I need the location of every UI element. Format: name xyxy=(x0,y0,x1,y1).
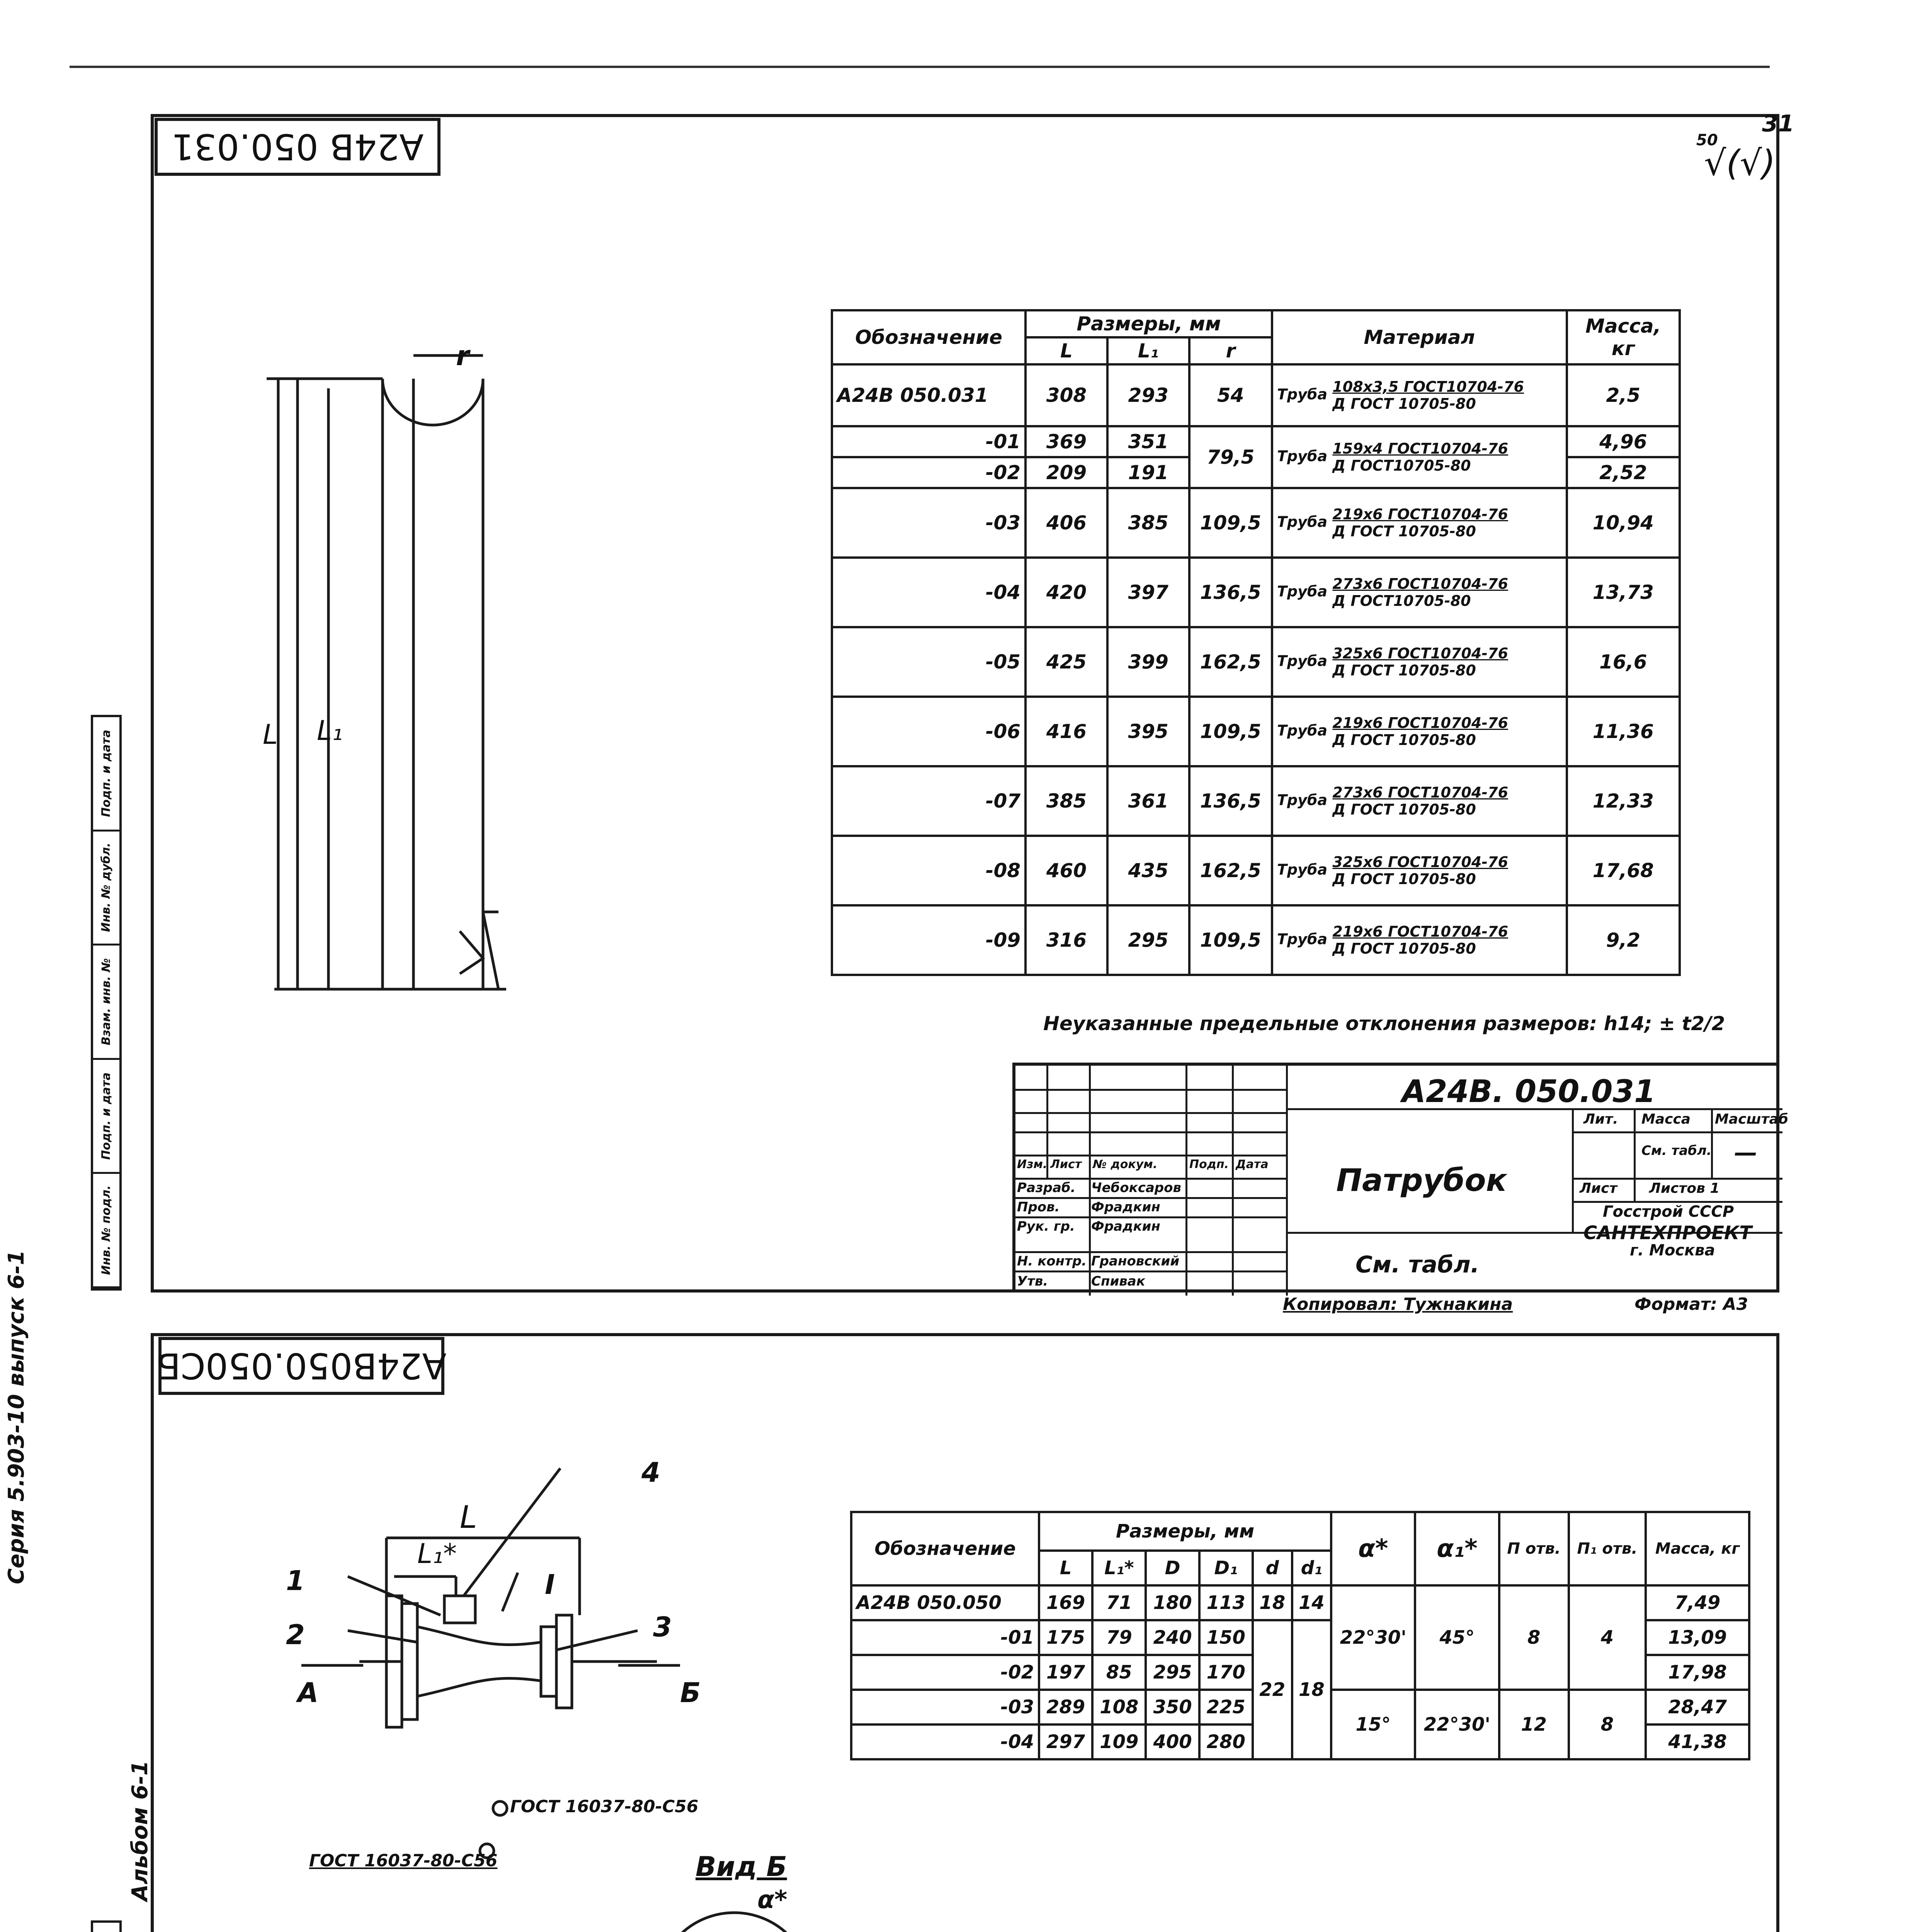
row9-mass: 9,2 xyxy=(1567,905,1680,975)
tb1-code: А24В. 050.031 xyxy=(1402,1073,1656,1109)
sheet2-spec-table xyxy=(850,1511,1750,1760)
sheet1-format: Формат: А3 xyxy=(1634,1294,1748,1314)
tb1-masshtab: Масштаб xyxy=(1715,1111,1788,1127)
row9-des: -09 xyxy=(832,905,1026,975)
row1-L: 369 xyxy=(1026,426,1107,457)
row3-mat: Труба 219х6 ГОСТ10704-76 Д ГОСТ 10705-80 xyxy=(1272,488,1567,558)
tb1-p0-role: Разраб. xyxy=(1017,1180,1076,1196)
t2-r2-mass: 17,98 xyxy=(1646,1655,1749,1690)
sheet2-label-4: 4 xyxy=(641,1457,660,1488)
row0-L1: 293 xyxy=(1107,364,1189,426)
row1-L1: 351 xyxy=(1107,426,1189,457)
row4-des: -04 xyxy=(832,558,1026,627)
row4-L: 420 xyxy=(1026,558,1107,627)
sheet1-pipe-drawing xyxy=(251,332,568,1020)
row9-mat: Труба 219х6 ГОСТ10704-76 Д ГОСТ 10705-80 xyxy=(1272,905,1567,975)
sheet1-rotated-code: А24В 050.031 xyxy=(155,118,440,176)
t2-r4-D: 400 xyxy=(1146,1725,1199,1759)
tb1-listov: Листов 1 xyxy=(1649,1180,1720,1196)
row4-mat: Труба 273х6 ГОСТ10704-76 Д ГОСТ10705-80 xyxy=(1272,558,1567,627)
row3-r: 109,5 xyxy=(1189,488,1272,558)
tb1-p1-role: Пров. xyxy=(1017,1199,1060,1215)
t2-r3-mass: 28,47 xyxy=(1646,1690,1749,1725)
row2-des: -02 xyxy=(832,457,1026,488)
tb1-scale-val: — xyxy=(1734,1139,1757,1166)
row8-mass: 17,68 xyxy=(1567,836,1680,905)
row0-L: 308 xyxy=(1026,364,1107,426)
t2-th-n: П отв. xyxy=(1499,1512,1569,1585)
t2-th-D1: D₁ xyxy=(1199,1551,1253,1585)
row5-des: -05 xyxy=(832,627,1026,697)
t2-th-D: D xyxy=(1146,1551,1199,1585)
tb1-role-doc: № докум. xyxy=(1093,1158,1158,1171)
t2-r1-a: 22°30' xyxy=(1331,1585,1415,1690)
sheet1-label-L: L xyxy=(263,719,278,750)
sheet2-label-1: 1 xyxy=(286,1565,305,1597)
t2-th-n1: П₁ отв. xyxy=(1569,1512,1646,1585)
row4-mass: 13,73 xyxy=(1567,558,1680,627)
row8-L1: 435 xyxy=(1107,836,1189,905)
sheet2-label-A: А xyxy=(298,1677,319,1709)
t2-th-sizes: Размеры, мм xyxy=(1039,1512,1331,1551)
row7-mat: Труба 273х6 ГОСТ10704-76 Д ГОСТ 10705-80 xyxy=(1272,766,1567,836)
row9-L: 316 xyxy=(1026,905,1107,975)
t2-r1-L1: 79 xyxy=(1092,1620,1146,1655)
t2-r0-d1: 14 xyxy=(1292,1585,1332,1620)
row9-r: 109,5 xyxy=(1189,905,1272,975)
t2-th-mass: Масса, кг xyxy=(1646,1512,1749,1585)
view-b-drawing xyxy=(638,1893,831,1932)
t2-r4-mass: 41,38 xyxy=(1646,1725,1749,1759)
t2-th-L: L xyxy=(1039,1551,1092,1585)
tb1-p4-name: Спивак xyxy=(1091,1274,1145,1289)
th-L: L xyxy=(1026,337,1107,364)
row8-L: 460 xyxy=(1026,836,1107,905)
sheet2-label-2: 2 xyxy=(286,1619,305,1651)
row2-mass: 2,52 xyxy=(1567,457,1680,488)
t2-r2-des: -02 xyxy=(851,1655,1039,1690)
view-b-title: Вид Б xyxy=(696,1851,787,1883)
view-b-alpha: α* xyxy=(757,1886,787,1914)
th-mass: Масса, кг xyxy=(1567,310,1680,364)
t2-th-d1: d₁ xyxy=(1292,1551,1332,1585)
row9-L1: 295 xyxy=(1107,905,1189,975)
t2-r1-D: 240 xyxy=(1146,1620,1199,1655)
tb1-list: Лист xyxy=(1580,1180,1617,1196)
t2-r0-D1: 113 xyxy=(1199,1585,1253,1620)
row8-r: 162,5 xyxy=(1189,836,1272,905)
row2-L: 209 xyxy=(1026,457,1107,488)
t2-r0-D: 180 xyxy=(1146,1585,1199,1620)
row7-L1: 361 xyxy=(1107,766,1189,836)
row3-L: 406 xyxy=(1026,488,1107,558)
row5-mass: 16,6 xyxy=(1567,627,1680,697)
t2-r0-d: 18 xyxy=(1253,1585,1292,1620)
row7-r: 136,5 xyxy=(1189,766,1272,836)
sheet2-label-L1: L₁* xyxy=(417,1538,457,1570)
tb1-massa-val: См. табл. xyxy=(1641,1143,1712,1158)
row0-r: 54 xyxy=(1189,364,1272,426)
t2-r3-L1: 108 xyxy=(1092,1690,1146,1725)
row7-des: -07 xyxy=(832,766,1026,836)
sheet1-spec-table xyxy=(831,309,1681,976)
tb1-role-izm: Изм. xyxy=(1017,1158,1048,1171)
sheet2-side-strip xyxy=(91,1920,122,1932)
sheet1-side-strip: Подп. и дата Инв. № дубл. Взам. инв. № Подп. и дата Инв. № подл. xyxy=(91,715,122,1291)
tb1-org2: САНТЕХПРОЕКТ xyxy=(1583,1222,1752,1244)
t2-r1-L: 175 xyxy=(1039,1620,1092,1655)
tb1-org1: Госстрой СССР xyxy=(1603,1203,1734,1221)
tb1-name: Патрубок xyxy=(1336,1162,1507,1198)
t2-r3-a: 15° xyxy=(1331,1690,1415,1759)
tb1-org3: г. Москва xyxy=(1630,1242,1715,1259)
row5-L1: 399 xyxy=(1107,627,1189,697)
t2-r4-L1: 109 xyxy=(1092,1725,1146,1759)
tb1-p1-name: Фрадкин xyxy=(1091,1199,1160,1215)
sheet2-gost-a: ГОСТ 16037-80-С56 xyxy=(510,1797,699,1816)
sheet2-rotated-code: А24В050.050СБ xyxy=(158,1337,444,1395)
sheet1-title-block xyxy=(1012,1063,1788,1293)
row5-L: 425 xyxy=(1026,627,1107,697)
row0-des: А24В 050.031 xyxy=(832,364,1026,426)
page-number: 31 xyxy=(1762,110,1794,137)
row6-mass: 11,36 xyxy=(1567,697,1680,766)
tb1-role-data: Дата xyxy=(1236,1158,1269,1171)
tb1-p0-name: Чебоксаров xyxy=(1091,1180,1182,1196)
roughness-value: 50 xyxy=(1696,131,1718,149)
row2-L1: 191 xyxy=(1107,457,1189,488)
series-label: Серия 5.903-10 выпуск 6-1 xyxy=(4,1250,29,1584)
row1-mass: 4,96 xyxy=(1567,426,1680,457)
t2-r0-L1: 71 xyxy=(1092,1585,1146,1620)
sheet1-label-L1: L₁ xyxy=(317,715,343,747)
th-sizes: Размеры, мм xyxy=(1026,310,1272,337)
tb1-p4-role: Утв. xyxy=(1017,1274,1048,1289)
t2-r0-des: А24В 050.050 xyxy=(851,1585,1039,1620)
row8-mat: Труба 325х6 ГОСТ10704-76 Д ГОСТ 10705-80 xyxy=(1272,836,1567,905)
t2-r4-D1: 280 xyxy=(1199,1725,1253,1759)
row6-des: -06 xyxy=(832,697,1026,766)
sheet2-assembly-drawing xyxy=(270,1449,773,1893)
t2-th-alpha: α* xyxy=(1331,1512,1415,1585)
row1-r: 79,5 xyxy=(1189,426,1272,488)
th-L1: L₁ xyxy=(1107,337,1189,364)
t2-r1-mass: 13,09 xyxy=(1646,1620,1749,1655)
tb1-lit: Лит. xyxy=(1583,1111,1618,1127)
tb1-role-list: Лист xyxy=(1050,1158,1082,1171)
row3-mass: 10,94 xyxy=(1567,488,1680,558)
roughness-symbol: √(√) xyxy=(1704,143,1776,184)
t2-r3-L: 289 xyxy=(1039,1690,1092,1725)
row6-r: 109,5 xyxy=(1189,697,1272,766)
row6-mat: Труба 219х6 ГОСТ10704-76 Д ГОСТ 10705-80 xyxy=(1272,697,1567,766)
row4-r: 136,5 xyxy=(1189,558,1272,627)
t2-th-alpha1: α₁* xyxy=(1415,1512,1499,1585)
t2-th-designation: Обозначение xyxy=(851,1512,1039,1585)
t2-r2-L: 197 xyxy=(1039,1655,1092,1690)
th-designation: Обозначение xyxy=(832,310,1026,364)
row7-mass: 12,33 xyxy=(1567,766,1680,836)
t2-r1-a1: 45° xyxy=(1415,1585,1499,1690)
t2-th-d: d xyxy=(1253,1551,1292,1585)
row6-L1: 395 xyxy=(1107,697,1189,766)
row0-mat: Труба 108х3,5 ГОСТ10704-76 Д ГОСТ 10705-80 xyxy=(1272,364,1567,426)
t2-r3-des: -03 xyxy=(851,1690,1039,1725)
t2-th-L1: L₁* xyxy=(1092,1551,1146,1585)
sheet2-label-I: I xyxy=(545,1569,555,1600)
sheet2-label-3: 3 xyxy=(653,1611,672,1643)
sheet2-label-L: L xyxy=(460,1499,477,1535)
sheet1-tolerance-note: Неуказанные предельные отклонения размеров: h14; ± t2/2 xyxy=(1043,1012,1725,1035)
t2-r0-mass: 7,49 xyxy=(1646,1585,1749,1620)
th-r: r xyxy=(1189,337,1272,364)
t2-r4-L: 297 xyxy=(1039,1725,1092,1759)
t2-r2-d1: 18 xyxy=(1292,1620,1332,1759)
th-material: Материал xyxy=(1272,310,1567,364)
t2-r3-n1: 8 xyxy=(1569,1690,1646,1759)
tb1-p2-role: Рук. гр. xyxy=(1017,1219,1075,1234)
row1-des: -01 xyxy=(832,426,1026,457)
t2-r1-n1: 4 xyxy=(1569,1585,1646,1690)
row8-des: -08 xyxy=(832,836,1026,905)
tb1-material: См. табл. xyxy=(1355,1251,1480,1278)
top-rule xyxy=(70,66,1770,68)
row6-L: 416 xyxy=(1026,697,1107,766)
row5-mat: Труба 325х6 ГОСТ10704-76 Д ГОСТ 10705-80 xyxy=(1272,627,1567,697)
row3-des: -03 xyxy=(832,488,1026,558)
tb1-p3-name: Грановский xyxy=(1091,1253,1180,1269)
t2-r1-n: 8 xyxy=(1499,1585,1569,1690)
t2-r3-a1: 22°30' xyxy=(1415,1690,1499,1759)
row5-r: 162,5 xyxy=(1189,627,1272,697)
t2-r2-D: 295 xyxy=(1146,1655,1199,1690)
t2-r2-L1: 85 xyxy=(1092,1655,1146,1690)
t2-r4-des: -04 xyxy=(851,1725,1039,1759)
row4-L1: 397 xyxy=(1107,558,1189,627)
sheet2-label-B: Б xyxy=(680,1677,701,1709)
t2-r0-L: 169 xyxy=(1039,1585,1092,1620)
row3-L1: 385 xyxy=(1107,488,1189,558)
t2-r2-D1: 170 xyxy=(1199,1655,1253,1690)
tb1-p2-name: Фрадкин xyxy=(1091,1219,1160,1234)
tb1-p3-role: Н. контр. xyxy=(1017,1253,1087,1269)
row1-mat: Труба 159х4 ГОСТ10704-76 Д ГОСТ10705-80 xyxy=(1272,426,1567,488)
row7-L: 385 xyxy=(1026,766,1107,836)
tb1-massa: Масса xyxy=(1641,1111,1691,1127)
t2-r2-d: 22 xyxy=(1253,1620,1292,1759)
sheet1-label-r: r xyxy=(456,340,469,372)
t2-r1-des: -01 xyxy=(851,1620,1039,1655)
tb1-role-podp: Подп. xyxy=(1189,1158,1229,1171)
album-label: Альбом 6-1 xyxy=(128,1760,153,1901)
t2-r3-D: 350 xyxy=(1146,1690,1199,1725)
row0-mass: 2,5 xyxy=(1567,364,1680,426)
t2-r3-D1: 225 xyxy=(1199,1690,1253,1725)
sheet1-copied: Копировал: Тужнакина xyxy=(1283,1294,1513,1314)
t2-r3-n: 12 xyxy=(1499,1690,1569,1759)
t2-r1-D1: 150 xyxy=(1199,1620,1253,1655)
sheet2-gost-b: ГОСТ 16037-80-С56 xyxy=(309,1851,498,1871)
